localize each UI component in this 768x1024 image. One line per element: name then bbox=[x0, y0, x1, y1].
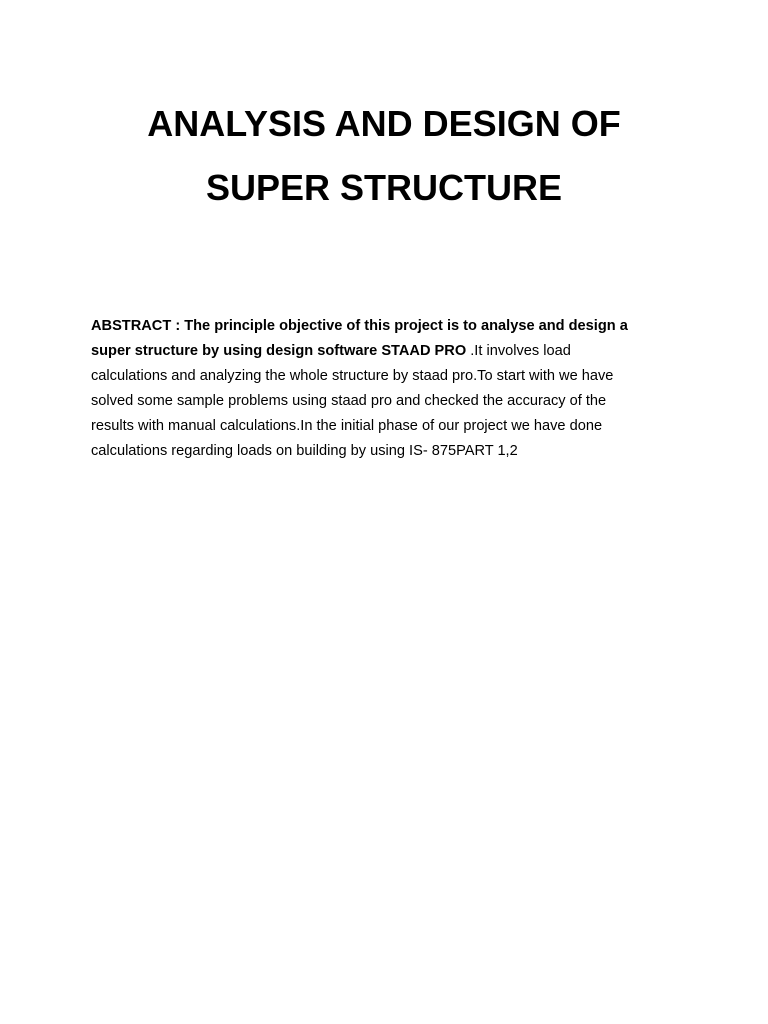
abstract-line bbox=[91, 339, 691, 364]
abstract-line bbox=[91, 314, 691, 339]
abstract-line-text: results with manual calculations.In the initial phase of our project we have done bbox=[91, 418, 603, 434]
abstract-line-bold: super structure by using design software STAAD PRO bbox=[91, 343, 467, 359]
page-title-line-2: SUPER STRUCTURE bbox=[205, 167, 563, 208]
abstract-line bbox=[91, 439, 691, 464]
abstract-paragraph bbox=[91, 314, 691, 464]
abstract-line-text: solved some sample problems using staad pro and checked the accuracy of the bbox=[91, 393, 607, 409]
abstract-line bbox=[91, 389, 691, 414]
abstract-line bbox=[91, 364, 691, 389]
abstract-line-text: calculations regarding loads on building by using IS- 875PART 1,2 bbox=[91, 443, 518, 459]
abstract-line bbox=[91, 414, 691, 439]
abstract-line-bold: ABSTRACT : The principle objective of this project is to analyse and design a bbox=[91, 318, 628, 334]
abstract-line-text: .It involves load bbox=[466, 343, 571, 359]
abstract-line-text: calculations and analyzing the whole structure by staad pro.To start with we have bbox=[91, 368, 614, 384]
page-title-line-1: ANALYSIS AND DESIGN OF bbox=[147, 103, 621, 144]
